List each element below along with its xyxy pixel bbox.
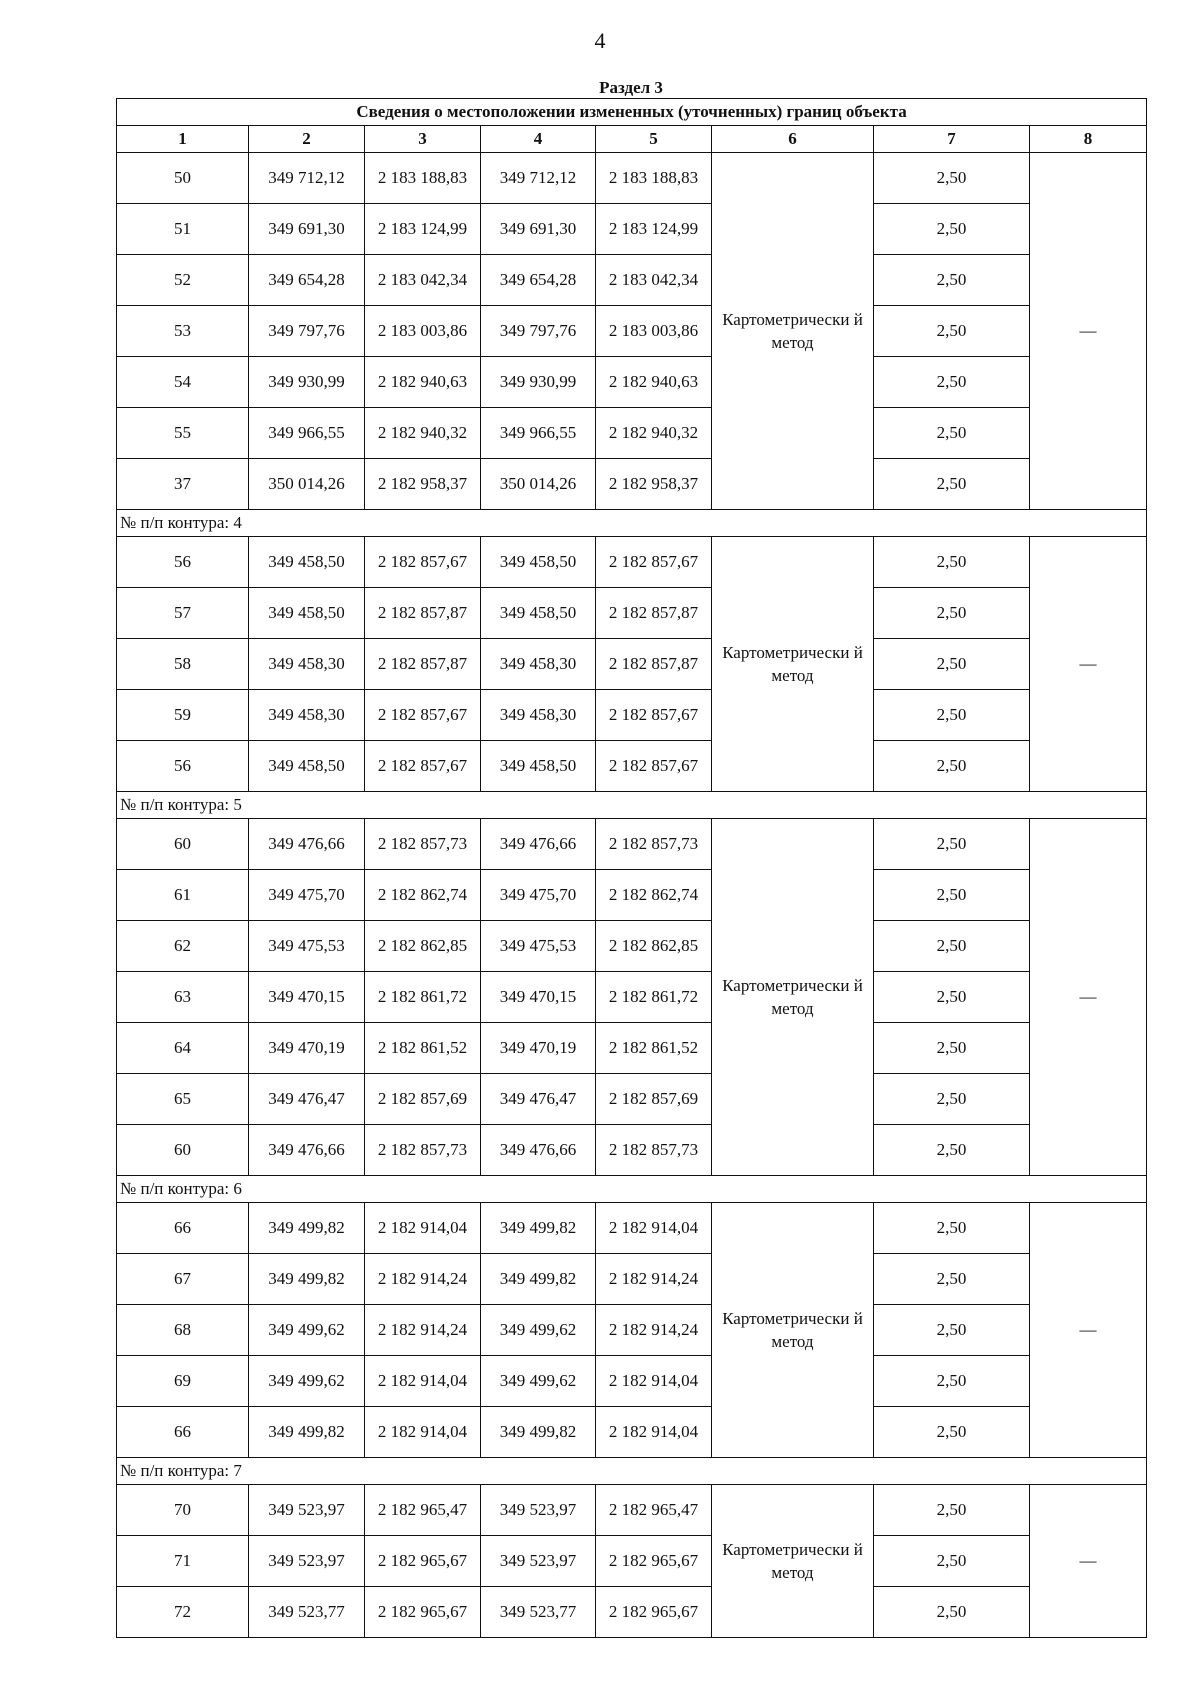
table-row bbox=[117, 870, 1147, 921]
accuracy-cell: 2,50 bbox=[874, 255, 1030, 306]
y-old-cell: 2 182 914,04 bbox=[365, 1407, 481, 1458]
y-old-cell: 2 182 862,74 bbox=[365, 870, 481, 921]
x-new-cell: 349 654,28 bbox=[481, 255, 596, 306]
table-row bbox=[117, 639, 1147, 690]
y-new-cell: 2 182 857,69 bbox=[596, 1074, 712, 1125]
x-new-cell: 349 458,50 bbox=[481, 741, 596, 792]
contour-label-text: № п/п контура: bbox=[120, 513, 230, 532]
y-old-cell: 2 182 940,32 bbox=[365, 408, 481, 459]
table-row bbox=[117, 972, 1147, 1023]
point-number-cell: 69 bbox=[117, 1356, 249, 1407]
y-new-cell: 2 182 857,87 bbox=[596, 639, 712, 690]
column-8-cell: — bbox=[1030, 819, 1147, 1176]
table-row bbox=[117, 408, 1147, 459]
y-old-cell: 2 182 857,73 bbox=[365, 819, 481, 870]
y-old-cell: 2 182 857,67 bbox=[365, 690, 481, 741]
x-new-cell: 349 470,19 bbox=[481, 1023, 596, 1074]
x-new-cell: 349 523,77 bbox=[481, 1587, 596, 1638]
y-new-cell: 2 183 042,34 bbox=[596, 255, 712, 306]
table-row bbox=[117, 1254, 1147, 1305]
x-old-cell: 349 712,12 bbox=[249, 153, 365, 204]
x-new-cell: 349 458,30 bbox=[481, 639, 596, 690]
table-caption: Сведения о местоположении измененных (уточненных) границ объекта bbox=[117, 99, 1147, 126]
column-header: 2 bbox=[249, 126, 365, 153]
point-number-cell: 70 bbox=[117, 1485, 249, 1536]
method-cell: Картометрически й метод bbox=[712, 1203, 874, 1458]
column-8-cell: — bbox=[1030, 1203, 1147, 1458]
column-header: 8 bbox=[1030, 126, 1147, 153]
x-old-cell: 349 475,53 bbox=[249, 921, 365, 972]
table-row bbox=[117, 1074, 1147, 1125]
x-old-cell: 349 523,97 bbox=[249, 1485, 365, 1536]
y-old-cell: 2 182 965,67 bbox=[365, 1536, 481, 1587]
x-old-cell: 349 458,50 bbox=[249, 537, 365, 588]
y-new-cell: 2 182 861,52 bbox=[596, 1023, 712, 1074]
y-new-cell: 2 182 965,67 bbox=[596, 1587, 712, 1638]
table-row bbox=[117, 819, 1147, 870]
table-row bbox=[117, 357, 1147, 408]
point-number-cell: 51 bbox=[117, 204, 249, 255]
y-old-cell: 2 182 914,04 bbox=[365, 1356, 481, 1407]
x-new-cell: 349 691,30 bbox=[481, 204, 596, 255]
accuracy-cell: 2,50 bbox=[874, 1485, 1030, 1536]
header-row bbox=[117, 126, 1147, 153]
table-row bbox=[117, 204, 1147, 255]
contour-row bbox=[117, 1458, 1147, 1485]
y-old-cell: 2 182 862,85 bbox=[365, 921, 481, 972]
x-old-cell: 349 930,99 bbox=[249, 357, 365, 408]
x-old-cell: 349 458,30 bbox=[249, 690, 365, 741]
y-old-cell: 2 183 003,86 bbox=[365, 306, 481, 357]
x-new-cell: 349 475,70 bbox=[481, 870, 596, 921]
x-old-cell: 349 654,28 bbox=[249, 255, 365, 306]
x-new-cell: 350 014,26 bbox=[481, 459, 596, 510]
x-new-cell: 349 499,62 bbox=[481, 1356, 596, 1407]
point-number-cell: 61 bbox=[117, 870, 249, 921]
accuracy-cell: 2,50 bbox=[874, 921, 1030, 972]
y-old-cell: 2 183 188,83 bbox=[365, 153, 481, 204]
y-new-cell: 2 183 188,83 bbox=[596, 153, 712, 204]
point-number-cell: 59 bbox=[117, 690, 249, 741]
accuracy-cell: 2,50 bbox=[874, 639, 1030, 690]
y-old-cell: 2 182 857,67 bbox=[365, 741, 481, 792]
table-row bbox=[117, 1203, 1147, 1254]
table-row bbox=[117, 1125, 1147, 1176]
point-number-cell: 62 bbox=[117, 921, 249, 972]
accuracy-cell: 2,50 bbox=[874, 1305, 1030, 1356]
accuracy-cell: 2,50 bbox=[874, 741, 1030, 792]
table-row bbox=[117, 1485, 1147, 1536]
point-number-cell: 72 bbox=[117, 1587, 249, 1638]
x-old-cell: 349 499,82 bbox=[249, 1254, 365, 1305]
contour-label-text: № п/п контура: bbox=[120, 1179, 230, 1198]
table-row bbox=[117, 1023, 1147, 1074]
x-new-cell: 349 499,62 bbox=[481, 1305, 596, 1356]
y-new-cell: 2 182 965,67 bbox=[596, 1536, 712, 1587]
table-row bbox=[117, 1407, 1147, 1458]
accuracy-cell: 2,50 bbox=[874, 459, 1030, 510]
y-old-cell: 2 182 857,69 bbox=[365, 1074, 481, 1125]
x-new-cell: 349 797,76 bbox=[481, 306, 596, 357]
point-number-cell: 57 bbox=[117, 588, 249, 639]
accuracy-cell: 2,50 bbox=[874, 1254, 1030, 1305]
accuracy-cell: 2,50 bbox=[874, 1125, 1030, 1176]
point-number-cell: 66 bbox=[117, 1203, 249, 1254]
method-cell: Картометрически й метод bbox=[712, 819, 874, 1176]
page-number: 4 bbox=[594, 28, 606, 53]
y-new-cell: 2 182 861,72 bbox=[596, 972, 712, 1023]
column-header: 4 bbox=[481, 126, 596, 153]
point-number-cell: 64 bbox=[117, 1023, 249, 1074]
boundary-table bbox=[116, 98, 1147, 1638]
y-new-cell: 2 182 914,24 bbox=[596, 1305, 712, 1356]
accuracy-cell: 2,50 bbox=[874, 357, 1030, 408]
y-new-cell: 2 183 003,86 bbox=[596, 306, 712, 357]
y-new-cell: 2 182 914,04 bbox=[596, 1356, 712, 1407]
table-row bbox=[117, 153, 1147, 204]
column-8-cell: — bbox=[1030, 1485, 1147, 1638]
y-old-cell: 2 182 861,52 bbox=[365, 1023, 481, 1074]
y-old-cell: 2 183 124,99 bbox=[365, 204, 481, 255]
contour-label-text: № п/п контура: bbox=[120, 1461, 230, 1480]
point-number-cell: 56 bbox=[117, 537, 249, 588]
method-cell: Картометрически й метод bbox=[712, 153, 874, 510]
y-old-cell: 2 182 914,24 bbox=[365, 1305, 481, 1356]
x-new-cell: 349 966,55 bbox=[481, 408, 596, 459]
x-old-cell: 349 691,30 bbox=[249, 204, 365, 255]
accuracy-cell: 2,50 bbox=[874, 1407, 1030, 1458]
x-old-cell: 349 499,82 bbox=[249, 1407, 365, 1458]
point-number-cell: 50 bbox=[117, 153, 249, 204]
point-number-cell: 52 bbox=[117, 255, 249, 306]
x-new-cell: 349 458,30 bbox=[481, 690, 596, 741]
column-header: 7 bbox=[874, 126, 1030, 153]
x-old-cell: 349 476,66 bbox=[249, 1125, 365, 1176]
accuracy-cell: 2,50 bbox=[874, 1023, 1030, 1074]
column-8-cell: — bbox=[1030, 537, 1147, 792]
point-number-cell: 63 bbox=[117, 972, 249, 1023]
table-row bbox=[117, 1536, 1147, 1587]
y-new-cell: 2 182 914,04 bbox=[596, 1407, 712, 1458]
x-old-cell: 349 523,77 bbox=[249, 1587, 365, 1638]
y-new-cell: 2 182 958,37 bbox=[596, 459, 712, 510]
accuracy-cell: 2,50 bbox=[874, 204, 1030, 255]
contour-label bbox=[117, 792, 1147, 819]
y-old-cell: 2 182 857,73 bbox=[365, 1125, 481, 1176]
table-row bbox=[117, 1305, 1147, 1356]
table-row bbox=[117, 741, 1147, 792]
point-number-cell: 71 bbox=[117, 1536, 249, 1587]
point-number-cell: 56 bbox=[117, 741, 249, 792]
y-new-cell: 2 182 857,73 bbox=[596, 1125, 712, 1176]
accuracy-cell: 2,50 bbox=[874, 1074, 1030, 1125]
y-old-cell: 2 183 042,34 bbox=[365, 255, 481, 306]
accuracy-cell: 2,50 bbox=[874, 1203, 1030, 1254]
x-new-cell: 349 458,50 bbox=[481, 588, 596, 639]
x-old-cell: 349 475,70 bbox=[249, 870, 365, 921]
method-cell: Картометрически й метод bbox=[712, 537, 874, 792]
y-new-cell: 2 182 862,74 bbox=[596, 870, 712, 921]
point-number-cell: 68 bbox=[117, 1305, 249, 1356]
table-row bbox=[117, 690, 1147, 741]
accuracy-cell: 2,50 bbox=[874, 819, 1030, 870]
y-new-cell: 2 182 862,85 bbox=[596, 921, 712, 972]
y-old-cell: 2 182 857,87 bbox=[365, 639, 481, 690]
accuracy-cell: 2,50 bbox=[874, 972, 1030, 1023]
x-new-cell: 349 476,66 bbox=[481, 1125, 596, 1176]
accuracy-cell: 2,50 bbox=[874, 537, 1030, 588]
accuracy-cell: 2,50 bbox=[874, 1356, 1030, 1407]
y-old-cell: 2 182 965,47 bbox=[365, 1485, 481, 1536]
y-new-cell: 2 182 857,87 bbox=[596, 588, 712, 639]
y-new-cell: 2 182 857,67 bbox=[596, 690, 712, 741]
accuracy-cell: 2,50 bbox=[874, 408, 1030, 459]
y-old-cell: 2 182 857,67 bbox=[365, 537, 481, 588]
y-new-cell: 2 182 914,24 bbox=[596, 1254, 712, 1305]
point-number-cell: 60 bbox=[117, 1125, 249, 1176]
y-old-cell: 2 182 914,04 bbox=[365, 1203, 481, 1254]
x-old-cell: 349 499,82 bbox=[249, 1203, 365, 1254]
column-header: 5 bbox=[596, 126, 712, 153]
x-old-cell: 349 523,97 bbox=[249, 1536, 365, 1587]
x-old-cell: 349 476,66 bbox=[249, 819, 365, 870]
x-new-cell: 349 470,15 bbox=[481, 972, 596, 1023]
y-new-cell: 2 182 857,67 bbox=[596, 741, 712, 792]
contour-row bbox=[117, 792, 1147, 819]
y-old-cell: 2 182 914,24 bbox=[365, 1254, 481, 1305]
table-row bbox=[117, 921, 1147, 972]
x-new-cell: 349 476,66 bbox=[481, 819, 596, 870]
table-row bbox=[117, 255, 1147, 306]
table-row bbox=[117, 588, 1147, 639]
x-old-cell: 349 458,50 bbox=[249, 588, 365, 639]
y-new-cell: 2 182 857,73 bbox=[596, 819, 712, 870]
point-number-cell: 53 bbox=[117, 306, 249, 357]
table-row bbox=[117, 306, 1147, 357]
x-old-cell: 349 476,47 bbox=[249, 1074, 365, 1125]
x-new-cell: 349 499,82 bbox=[481, 1407, 596, 1458]
column-header: 3 bbox=[365, 126, 481, 153]
point-number-cell: 60 bbox=[117, 819, 249, 870]
x-new-cell: 349 499,82 bbox=[481, 1254, 596, 1305]
y-old-cell: 2 182 861,72 bbox=[365, 972, 481, 1023]
contour-row bbox=[117, 1176, 1147, 1203]
x-old-cell: 349 470,19 bbox=[249, 1023, 365, 1074]
table-row bbox=[117, 459, 1147, 510]
y-new-cell: 2 183 124,99 bbox=[596, 204, 712, 255]
point-number-cell: 58 bbox=[117, 639, 249, 690]
x-new-cell: 349 476,47 bbox=[481, 1074, 596, 1125]
x-new-cell: 349 712,12 bbox=[481, 153, 596, 204]
x-old-cell: 349 458,50 bbox=[249, 741, 365, 792]
accuracy-cell: 2,50 bbox=[874, 1587, 1030, 1638]
y-new-cell: 2 182 940,32 bbox=[596, 408, 712, 459]
table-row bbox=[117, 1587, 1147, 1638]
y-new-cell: 2 182 940,63 bbox=[596, 357, 712, 408]
y-new-cell: 2 182 857,67 bbox=[596, 537, 712, 588]
contour-label bbox=[117, 510, 1147, 537]
table-row bbox=[117, 1356, 1147, 1407]
x-old-cell: 349 966,55 bbox=[249, 408, 365, 459]
contour-number: 4 bbox=[233, 513, 242, 532]
x-new-cell: 349 458,50 bbox=[481, 537, 596, 588]
point-number-cell: 37 bbox=[117, 459, 249, 510]
accuracy-cell: 2,50 bbox=[874, 588, 1030, 639]
point-number-cell: 54 bbox=[117, 357, 249, 408]
contour-label-text: № п/п контура: bbox=[120, 795, 230, 814]
x-new-cell: 349 523,97 bbox=[481, 1485, 596, 1536]
column-8-cell: — bbox=[1030, 153, 1147, 510]
x-new-cell: 349 475,53 bbox=[481, 921, 596, 972]
contour-label bbox=[117, 1458, 1147, 1485]
x-old-cell: 349 499,62 bbox=[249, 1305, 365, 1356]
y-new-cell: 2 182 965,47 bbox=[596, 1485, 712, 1536]
y-old-cell: 2 182 965,67 bbox=[365, 1587, 481, 1638]
contour-number: 7 bbox=[233, 1461, 242, 1480]
x-new-cell: 349 523,97 bbox=[481, 1536, 596, 1587]
x-new-cell: 349 930,99 bbox=[481, 357, 596, 408]
contour-number: 6 bbox=[233, 1179, 242, 1198]
accuracy-cell: 2,50 bbox=[874, 306, 1030, 357]
x-old-cell: 349 470,15 bbox=[249, 972, 365, 1023]
contour-label bbox=[117, 1176, 1147, 1203]
section-title: Раздел 3 bbox=[599, 78, 663, 97]
x-old-cell: 350 014,26 bbox=[249, 459, 365, 510]
accuracy-cell: 2,50 bbox=[874, 870, 1030, 921]
x-old-cell: 349 797,76 bbox=[249, 306, 365, 357]
table-row bbox=[117, 537, 1147, 588]
y-old-cell: 2 182 940,63 bbox=[365, 357, 481, 408]
x-old-cell: 349 499,62 bbox=[249, 1356, 365, 1407]
y-old-cell: 2 182 958,37 bbox=[365, 459, 481, 510]
x-old-cell: 349 458,30 bbox=[249, 639, 365, 690]
point-number-cell: 65 bbox=[117, 1074, 249, 1125]
point-number-cell: 66 bbox=[117, 1407, 249, 1458]
column-header: 6 bbox=[712, 126, 874, 153]
accuracy-cell: 2,50 bbox=[874, 690, 1030, 741]
x-new-cell: 349 499,82 bbox=[481, 1203, 596, 1254]
contour-row bbox=[117, 510, 1147, 537]
y-new-cell: 2 182 914,04 bbox=[596, 1203, 712, 1254]
accuracy-cell: 2,50 bbox=[874, 153, 1030, 204]
accuracy-cell: 2,50 bbox=[874, 1536, 1030, 1587]
method-cell: Картометрически й метод bbox=[712, 1485, 874, 1638]
column-header: 1 bbox=[117, 126, 249, 153]
contour-number: 5 bbox=[233, 795, 242, 814]
point-number-cell: 55 bbox=[117, 408, 249, 459]
point-number-cell: 67 bbox=[117, 1254, 249, 1305]
y-old-cell: 2 182 857,87 bbox=[365, 588, 481, 639]
